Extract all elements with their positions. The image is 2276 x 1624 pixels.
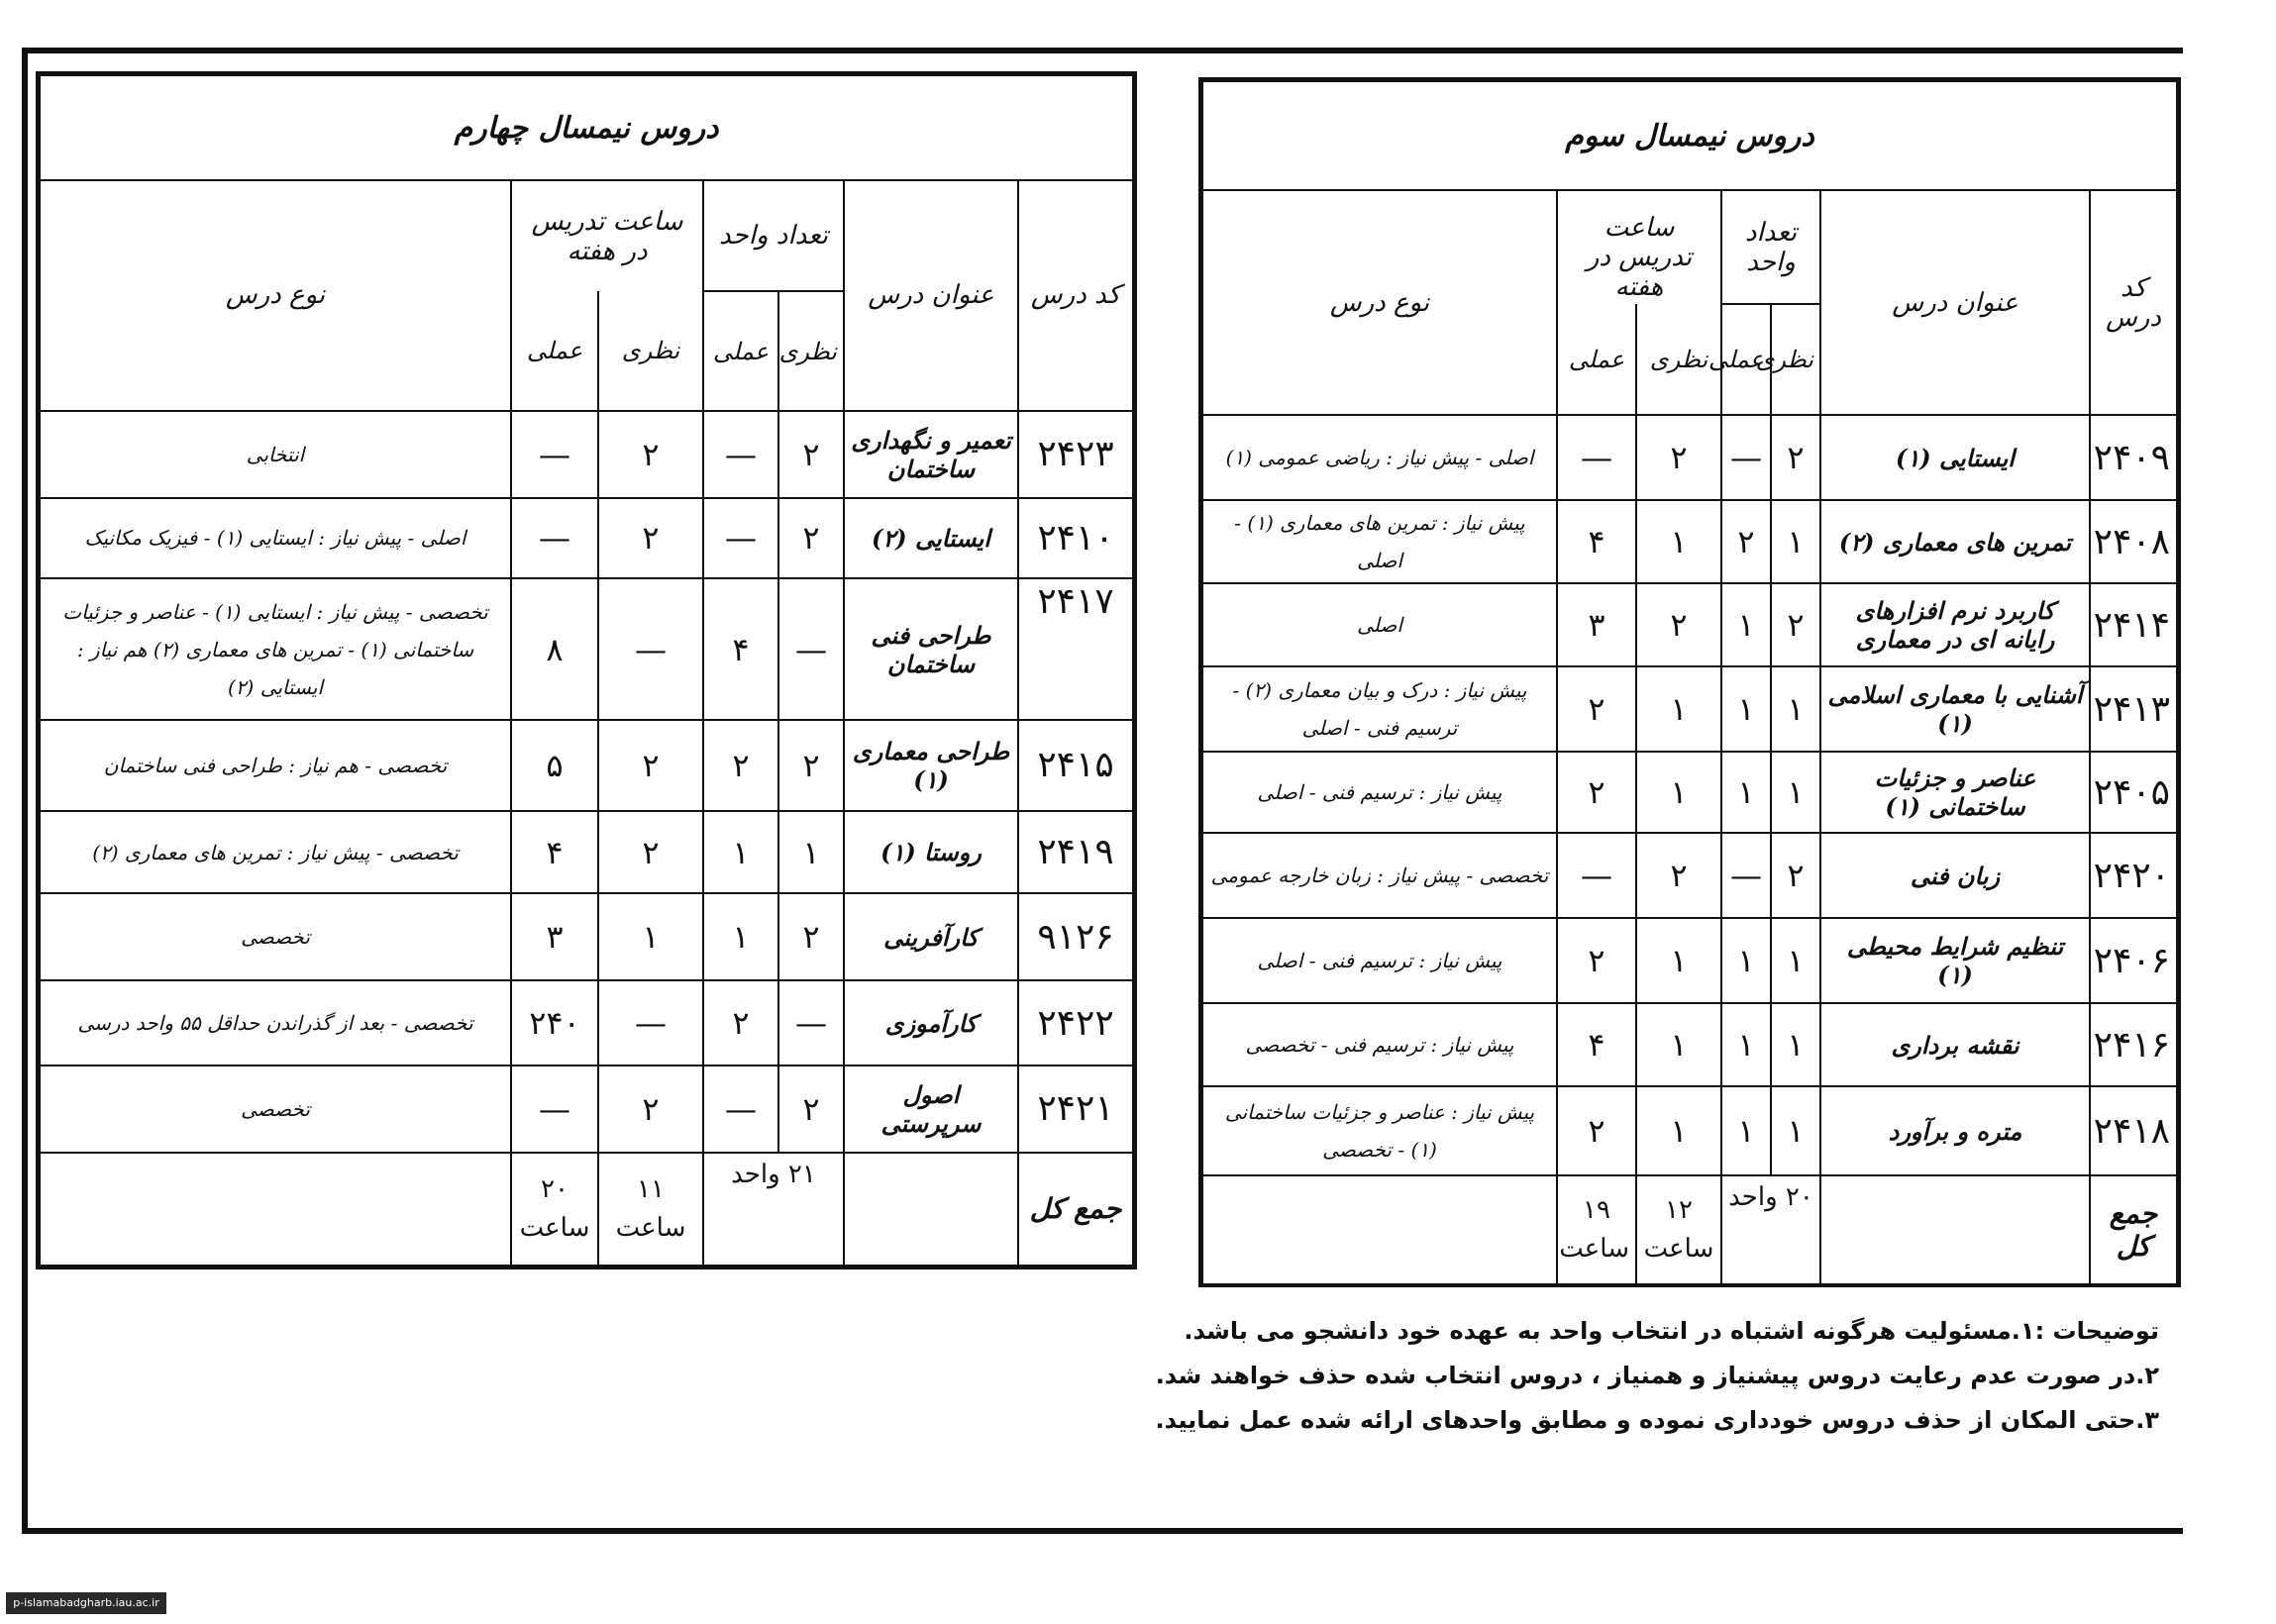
course-code: ۲۴۱۵ [1018, 720, 1133, 811]
units-practical: — [703, 1066, 778, 1153]
course-code: ۲۴۲۲ [1018, 980, 1133, 1066]
course-name: ایستایی (۲) [844, 498, 1018, 579]
course-name: متره و برآورد [1820, 1086, 2090, 1175]
units-theory: ۲ [1771, 833, 1820, 918]
course-name: طراحی معماری (۱) [844, 720, 1018, 811]
total-hours-theory: ۱۲ ساعت [1636, 1175, 1721, 1284]
table-row [40, 720, 1133, 811]
fourth-semester-panel [36, 71, 1137, 1269]
hours-theory: ۲ [598, 1066, 703, 1153]
course-code: ۲۴۱۹ [1018, 811, 1133, 894]
top-border [22, 48, 2183, 53]
table-row [40, 811, 1133, 894]
bottom-border [22, 1528, 2183, 1534]
course-name: کارآفرینی [844, 893, 1018, 980]
course-code: ۲۴۱۸ [2090, 1086, 2177, 1175]
course-name: تنظیم شرایط محیطی (۱) [1820, 918, 2090, 1003]
third-semester-rows [1202, 415, 2177, 1175]
course-type: تخصصی - بعد از گذراندن حداقل ۵۵ واحد درسی [40, 980, 511, 1066]
table-row [1202, 583, 2177, 666]
units-practical: ۴ [703, 578, 778, 720]
total-empty [1820, 1175, 2090, 1284]
units-theory: ۱ [1771, 918, 1820, 1003]
header-hours-practical: عملی [1557, 304, 1636, 415]
course-type: اصلی [1202, 583, 1557, 666]
course-type: انتخابی [40, 411, 511, 498]
header-type: نوع درس [40, 180, 511, 411]
total-label: جمع کل [1018, 1153, 1133, 1266]
table-row [40, 980, 1133, 1066]
total-units: ۲۱ واحد [703, 1153, 844, 1266]
hours-practical: — [1557, 415, 1636, 500]
header-hours: ساعت تدریس در هفته [1557, 190, 1721, 304]
course-name: کاربرد نرم افزارهای رایانه ای در معماری [1820, 583, 2090, 666]
units-practical: ۱ [703, 893, 778, 980]
hours-practical: ۲ [1557, 1086, 1636, 1175]
units-practical: ۱ [1721, 666, 1771, 752]
units-theory: ۲ [778, 411, 844, 498]
note-2: ۲.در صورت عدم رعایت دروس پیشنیاز و همنیاز ، دروس انتخاب شده حذف خواهند شد. [1155, 1362, 2159, 1389]
course-type: تخصصی - پیش نیاز : ایستایی (۱) - عناصر و جزئیات ساختمانی (۱) - تمرین های معماری (۲) هم نیاز : ایستایی (۲) [40, 578, 511, 720]
table-row [1202, 500, 2177, 583]
hours-practical: ۳ [511, 893, 598, 980]
units-practical: ۱ [1721, 752, 1771, 833]
header-units-practical: عملی [1721, 304, 1771, 415]
units-theory: ۲ [778, 893, 844, 980]
course-type: پیش نیاز : درک و بیان معماری (۲) - ترسیم فنی - اصلی [1202, 666, 1557, 752]
units-theory: ۱ [1771, 752, 1820, 833]
course-code: ۲۴۰۵ [2090, 752, 2177, 833]
course-name: زبان فنی [1820, 833, 2090, 918]
total-type-empty [40, 1153, 511, 1266]
hours-theory: ۲ [598, 498, 703, 579]
hours-theory: ۲ [598, 811, 703, 894]
units-theory: — [778, 578, 844, 720]
hours-theory: — [598, 578, 703, 720]
course-code: ۲۴۱۶ [2090, 1003, 2177, 1086]
course-code: ۲۴۲۳ [1018, 411, 1133, 498]
hours-theory: ۲ [1636, 583, 1721, 666]
units-theory: ۲ [1771, 415, 1820, 500]
total-row [40, 1153, 1133, 1266]
note-3: ۳.حتی المکان از حذف دروس خودداری نموده و مطابق واحدهای ارائه شده عمل نمایید. [1155, 1406, 2159, 1434]
units-practical: — [703, 498, 778, 579]
table-row [1202, 415, 2177, 500]
total-label: جمع کل [2090, 1175, 2177, 1284]
course-code: ۲۴۱۳ [2090, 666, 2177, 752]
course-name: کارآموزی [844, 980, 1018, 1066]
hours-practical: ۲ [1557, 666, 1636, 752]
header-hours-theory: نظری [598, 291, 703, 410]
units-theory: ۲ [1771, 583, 1820, 666]
total-row [1202, 1175, 2177, 1284]
table-row [1202, 752, 2177, 833]
course-code: ۲۴۱۷ [1018, 578, 1133, 720]
table-row [1202, 833, 2177, 918]
course-name: تعمیر و نگهداری ساختمان [844, 411, 1018, 498]
course-code: ۲۴۲۱ [1018, 1066, 1133, 1153]
course-type: پیش نیاز : ترسیم فنی - اصلی [1202, 752, 1557, 833]
header-units: تعداد واحد [1721, 190, 1820, 304]
site-watermark: p-islamabadgharb.iau.ac.ir [6, 1592, 166, 1614]
header-code: کد درس [1018, 180, 1133, 411]
hours-practical: — [511, 498, 598, 579]
course-name: اصول سرپرستی [844, 1066, 1018, 1153]
units-theory: ۲ [778, 720, 844, 811]
course-name: عناصر و جزئیات ساختمانی (۱) [1820, 752, 2090, 833]
course-type: پیش نیاز : ترسیم فنی - تخصصی [1202, 1003, 1557, 1086]
header-units-theory: نظری [778, 291, 844, 410]
course-code: ۲۴۲۰ [2090, 833, 2177, 918]
table-row [1202, 1003, 2177, 1086]
header-hours: ساعت تدریس در هفته [511, 180, 703, 291]
course-name: آشنایی با معماری اسلامی (۱) [1820, 666, 2090, 752]
hours-theory: ۱ [1636, 1086, 1721, 1175]
units-theory: ۱ [1771, 1086, 1820, 1175]
course-name: نقشه برداری [1820, 1003, 2090, 1086]
units-practical: ۲ [1721, 500, 1771, 583]
units-theory: — [778, 980, 844, 1066]
fourth-semester-table [39, 74, 1134, 1267]
left-border [22, 48, 28, 1531]
units-practical: ۱ [1721, 918, 1771, 1003]
third-semester-table [1201, 80, 2178, 1285]
total-units: ۲۰ واحد [1721, 1175, 1820, 1284]
hours-practical: — [1557, 833, 1636, 918]
hours-theory: ۲ [598, 720, 703, 811]
units-practical: — [1721, 415, 1771, 500]
course-type: تخصصی [40, 893, 511, 980]
total-hours-practical: ۲۰ ساعت [511, 1153, 598, 1266]
course-type: اصلی - پیش نیاز : ریاضی عمومی (۱) [1202, 415, 1557, 500]
table-row [40, 1066, 1133, 1153]
hours-practical: ۴ [1557, 500, 1636, 583]
course-type: پیش نیاز : ترسیم فنی - اصلی [1202, 918, 1557, 1003]
hours-practical: ۸ [511, 578, 598, 720]
header-code: کد درس [2090, 190, 2177, 415]
course-code: ۲۴۱۴ [2090, 583, 2177, 666]
hours-theory: ۲ [598, 411, 703, 498]
units-practical: ۱ [1721, 583, 1771, 666]
total-type-empty [1202, 1175, 1557, 1284]
hours-theory: ۲ [1636, 833, 1721, 918]
header-hours-theory: نظری [1636, 304, 1721, 415]
hours-theory: ۱ [1636, 752, 1721, 833]
units-practical: ۱ [703, 811, 778, 894]
hours-practical: — [511, 1066, 598, 1153]
total-hours-practical: ۱۹ ساعت [1557, 1175, 1636, 1284]
hours-practical: ۳ [1557, 583, 1636, 666]
course-code: ۲۴۰۸ [2090, 500, 2177, 583]
note-1: توضیحات :۱.مسئولیت هرگونه اشتباه در انتخاب واحد به عهده خود دانشجو می باشد. [1184, 1317, 2159, 1345]
notes [911, 1309, 2159, 1443]
course-type: پیش نیاز : عناصر و جزئیات ساختمانی (۱) - تخصصی [1202, 1086, 1557, 1175]
hours-theory: ۲ [1636, 415, 1721, 500]
table-row [1202, 666, 2177, 752]
course-code: ۲۴۱۰ [1018, 498, 1133, 579]
course-type: اصلی - پیش نیاز : ایستایی (۱) - فیزیک مکانیک [40, 498, 511, 579]
hours-theory: ۱ [1636, 500, 1721, 583]
total-hours-theory: ۱۱ ساعت [598, 1153, 703, 1266]
table-row [40, 578, 1133, 720]
units-theory: ۱ [1771, 666, 1820, 752]
table-row [1202, 918, 2177, 1003]
semester-title: دروس نیمسال سوم [1202, 81, 2177, 190]
header-units: تعداد واحد [703, 180, 844, 291]
hours-practical: ۵ [511, 720, 598, 811]
course-code: ۲۴۰۶ [2090, 918, 2177, 1003]
course-type: تخصصی - پیش نیاز : زبان خارجه عمومی [1202, 833, 1557, 918]
units-theory: ۲ [778, 498, 844, 579]
header-units-theory: نظری [1771, 304, 1820, 415]
course-code: ۲۴۰۹ [2090, 415, 2177, 500]
units-theory: ۱ [778, 811, 844, 894]
hours-theory: — [598, 980, 703, 1066]
course-type: تخصصی - هم نیاز : طراحی فنی ساختمان [40, 720, 511, 811]
course-type: پیش نیاز : تمرین های معماری (۱) - اصلی [1202, 500, 1557, 583]
course-type: تخصصی [40, 1066, 511, 1153]
course-type: تخصصی - پیش نیاز : تمرین های معماری (۲) [40, 811, 511, 894]
third-semester-panel [1198, 77, 2181, 1287]
semester-title: دروس نیمسال چهارم [40, 75, 1133, 180]
header-units-practical: عملی [703, 291, 778, 410]
hours-practical: ۲ [1557, 918, 1636, 1003]
hours-theory: ۱ [1636, 918, 1721, 1003]
fourth-semester-rows [40, 411, 1133, 1153]
header-name: عنوان درس [1820, 190, 2090, 415]
units-practical: — [703, 411, 778, 498]
course-name: ایستایی (۱) [1820, 415, 2090, 500]
course-name: روستا (۱) [844, 811, 1018, 894]
hours-theory: ۱ [1636, 666, 1721, 752]
header-name: عنوان درس [844, 180, 1018, 411]
course-code: ۹۱۲۶ [1018, 893, 1133, 980]
units-theory: ۱ [1771, 1003, 1820, 1086]
table-row [1202, 1086, 2177, 1175]
units-practical: — [1721, 833, 1771, 918]
hours-practical: ۲ [1557, 752, 1636, 833]
hours-practical: ۲۴۰ [511, 980, 598, 1066]
course-name: تمرین های معماری (۲) [1820, 500, 2090, 583]
hours-practical: ۴ [511, 811, 598, 894]
units-practical: ۱ [1721, 1086, 1771, 1175]
units-theory: ۱ [1771, 500, 1820, 583]
total-empty [844, 1153, 1018, 1266]
header-type: نوع درس [1202, 190, 1557, 415]
units-practical: ۱ [1721, 1003, 1771, 1086]
table-row [40, 893, 1133, 980]
table-row [40, 411, 1133, 498]
table-row [40, 498, 1133, 579]
course-name: طراحی فنی ساختمان [844, 578, 1018, 720]
header-hours-practical: عملی [511, 291, 598, 410]
hours-theory: ۱ [1636, 1003, 1721, 1086]
units-practical: ۲ [703, 720, 778, 811]
hours-theory: ۱ [598, 893, 703, 980]
units-theory: ۲ [778, 1066, 844, 1153]
units-practical: ۲ [703, 980, 778, 1066]
hours-practical: — [511, 411, 598, 498]
hours-practical: ۴ [1557, 1003, 1636, 1086]
